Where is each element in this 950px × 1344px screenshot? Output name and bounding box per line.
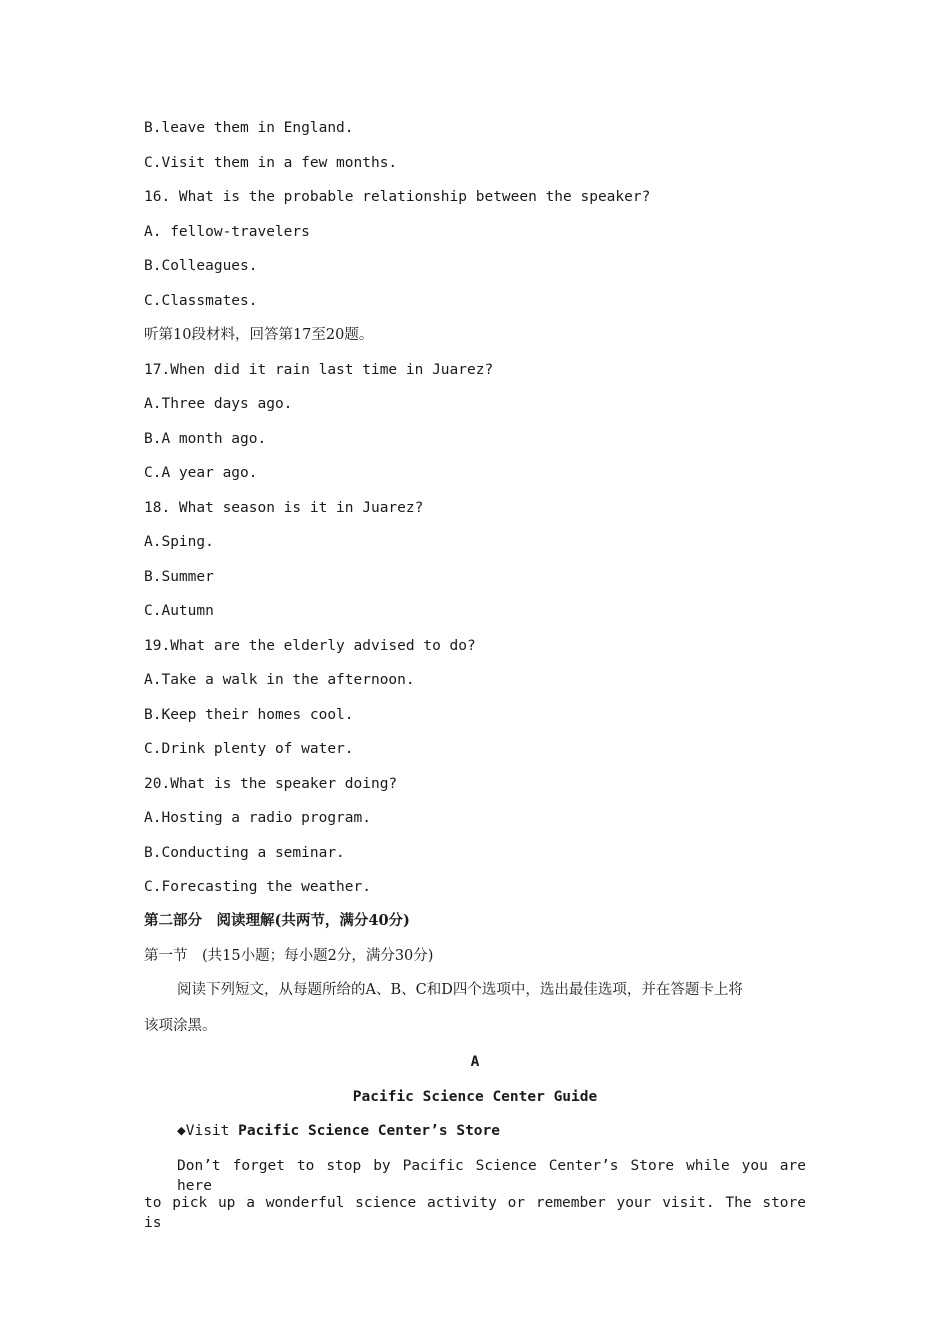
q17-option-a: A.Three days ago.	[144, 396, 293, 412]
q19-question: 19.What are the elderly advised to do?	[144, 638, 476, 654]
q15-option-c: C.Visit them in a few months.	[144, 155, 398, 171]
q18-question: 18. What season is it in Juarez?	[144, 500, 424, 516]
passage-title: Pacific Science Center Guide	[352, 1089, 598, 1105]
section-one-title: 第一节 (共15小题；每小题2分，满分30分)	[144, 948, 434, 964]
q18-option-a: A.Sping.	[144, 534, 214, 550]
passage-letter: A	[470, 1054, 480, 1070]
store-heading	[177, 1121, 500, 1141]
reading-instruction-line1: 阅读下列短文，从每题所给的A、B、C和D四个选项中，选出最佳选项，并在答题卡上将	[177, 982, 743, 998]
store-heading-prefix: ◆Visit	[177, 1123, 239, 1139]
q16-option-b: B.Colleagues.	[144, 258, 258, 274]
q16-question: 16. What is the probable relationship between the speaker?	[144, 189, 651, 205]
q18-option-b: B.Summer	[144, 569, 214, 585]
q20-option-a: A.Hosting a radio program.	[144, 810, 371, 826]
section10-instruction: 听第10段材料，回答第17至20题。	[144, 327, 374, 343]
q16-option-c: C.Classmates.	[144, 293, 258, 309]
q16-option-a: A. fellow-travelers	[144, 224, 310, 240]
part-two-title: 第二部分 阅读理解(共两节，满分40分)	[144, 912, 410, 929]
q18-option-c: C.Autumn	[144, 603, 214, 619]
passage-body-line2: to pick up a wonderful science activity or remember your visit. The store is	[144, 1195, 806, 1231]
reading-instruction-line2: 该项涂黑。	[144, 1018, 217, 1034]
q20-question: 20.What is the speaker doing?	[144, 776, 398, 792]
q17-question: 17.When did it rain last time in Juarez?	[144, 362, 494, 378]
q19-option-b: B.Keep their homes cool.	[144, 707, 354, 723]
q17-option-b: B.A month ago.	[144, 431, 267, 447]
q20-option-b: B.Conducting a seminar.	[144, 845, 345, 861]
q17-option-c: C.A year ago.	[144, 465, 258, 481]
store-heading-name: Pacific Science Center’s Store	[238, 1123, 501, 1139]
passage-body-line1: Don’t forget to stop by Pacific Science Center’s Store while you are here	[177, 1158, 806, 1194]
q20-option-c: C.Forecasting the weather.	[144, 879, 371, 895]
q19-option-c: C.Drink plenty of water.	[144, 741, 354, 757]
q15-option-b: B.leave them in England.	[144, 120, 354, 136]
q19-option-a: A.Take a walk in the afternoon.	[144, 672, 415, 688]
